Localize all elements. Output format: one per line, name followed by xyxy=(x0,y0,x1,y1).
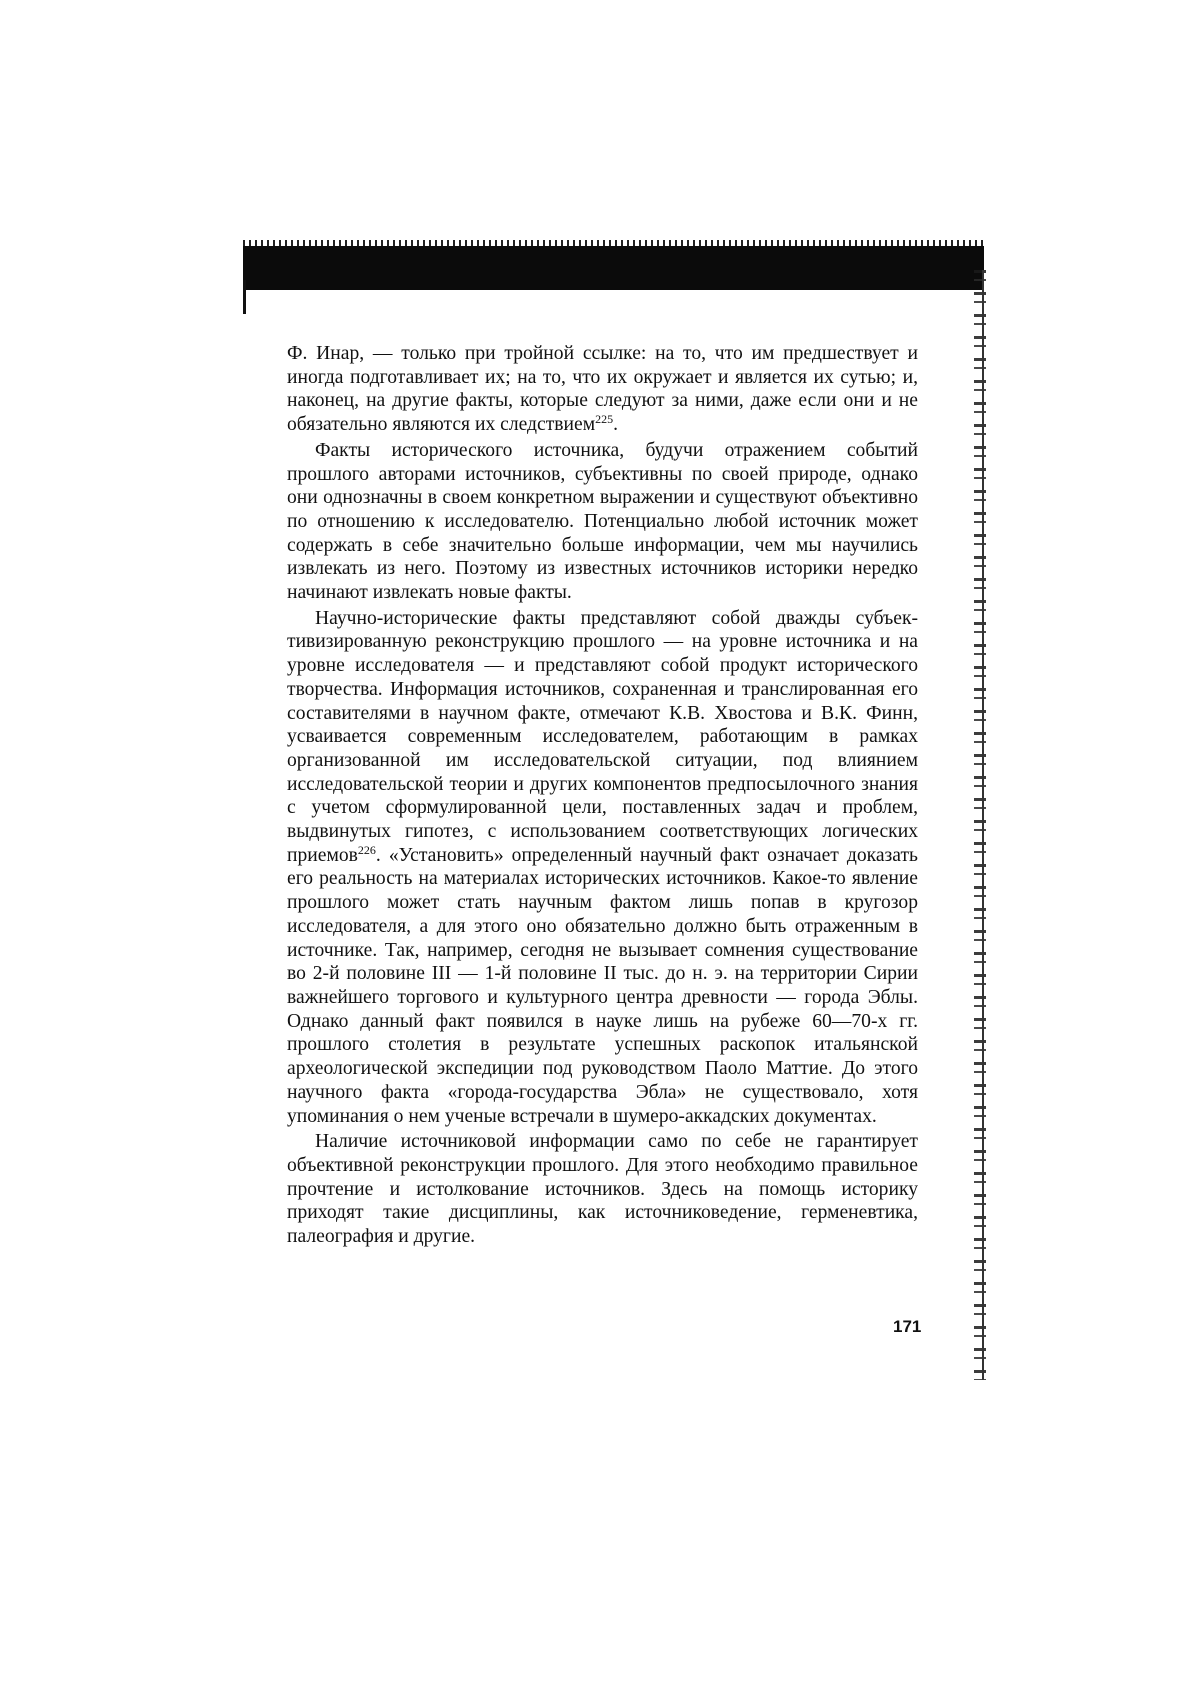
paragraph-2: Факты исторического источника, будучи отражением событий прошлого авторами источников, субъективны по своей природе, однако они однозначны в своем конкретном выражении и существуют объективно по отношению к исследователю. Потенциально любой источник может содержать в себе значительно больше информации, чем мы научились извлекать из него. Поэтому из известных источников историки нередко начинают извлекать новые факты. xyxy=(287,439,918,604)
body-text xyxy=(287,342,918,1249)
scan-right-edge xyxy=(974,270,986,1380)
scan-right-edge-line xyxy=(982,270,984,1380)
footnote-ref-226[interactable]: 226 xyxy=(357,842,376,857)
paragraph-3: Научно-исторические факты представляют собой дважды субъективизированную реконструкцию прошлого — на уровне источника и на уровне исследователя — и представляют собой продукт исторического творчества. Информация источников, сохраненная и транслированная его составителями в научном факте, отмечают К.В. Хвостова и В.К. Финн, усваивается современным исследователем, работающим в рамках организованной им исследовательской ситуации, под влиянием исследовательской теории и других компонентов предпосылочного знания с учетом сформулированной цели, поставленных задач и проблем, выдвинутых гипотез, с использованием соответствующих логических приемов$^{226}$. «Установить» определенный научный факт означает доказать его реальность на материалах исторических источников. Какое-то явление прошлого может стать научным фактом лишь попав в кругозор исследователя, а для этого оно обязательно должно быть отраженным в источнике. Так, например, сегодня не вызывает сомнения существование во 2-й половине III — 1-й половине II тыс. до н. э. на территории Сирии важнейшего торгового и культурного центра древности — города Эблы. Однако данный факт появился в науке лишь на рубеже 60—70-х гг. прошлого столетия в результате успешных раскопок итальянской археологической экспедиции под руководством Паоло Маттие. До этого научного факта «города-государства Эбла» не существовало, хотя упоминания о нем ученые встречали в шумеро-аккадских документах. xyxy=(287,607,918,1127)
paragraph-1: Ф. Инар, — только при тройной ссылке: на то, что им предшествует и иногда подготавливает их; на то, что их окружает и является их сутью; и, наконец, на другие факты, которые следуют за ними, даже если они и не обязательно являются их следствием$^{225}$. xyxy=(287,343,918,436)
page-number: 171 xyxy=(893,1317,922,1336)
footnote-ref-225[interactable]: 225 xyxy=(595,412,614,427)
scan-top-band xyxy=(243,246,984,290)
scan-corner-mark xyxy=(243,280,257,314)
paragraph-4: Наличие источниковой информации само по себе не гарантирует объективной реконструкции прошлого. Для этого необходимо правильное прочтение и истолкование источников. Здесь на помощь историку приходят такие дисциплины, как источниковедение, герменевтика, палеография и другие. xyxy=(287,1131,918,1248)
